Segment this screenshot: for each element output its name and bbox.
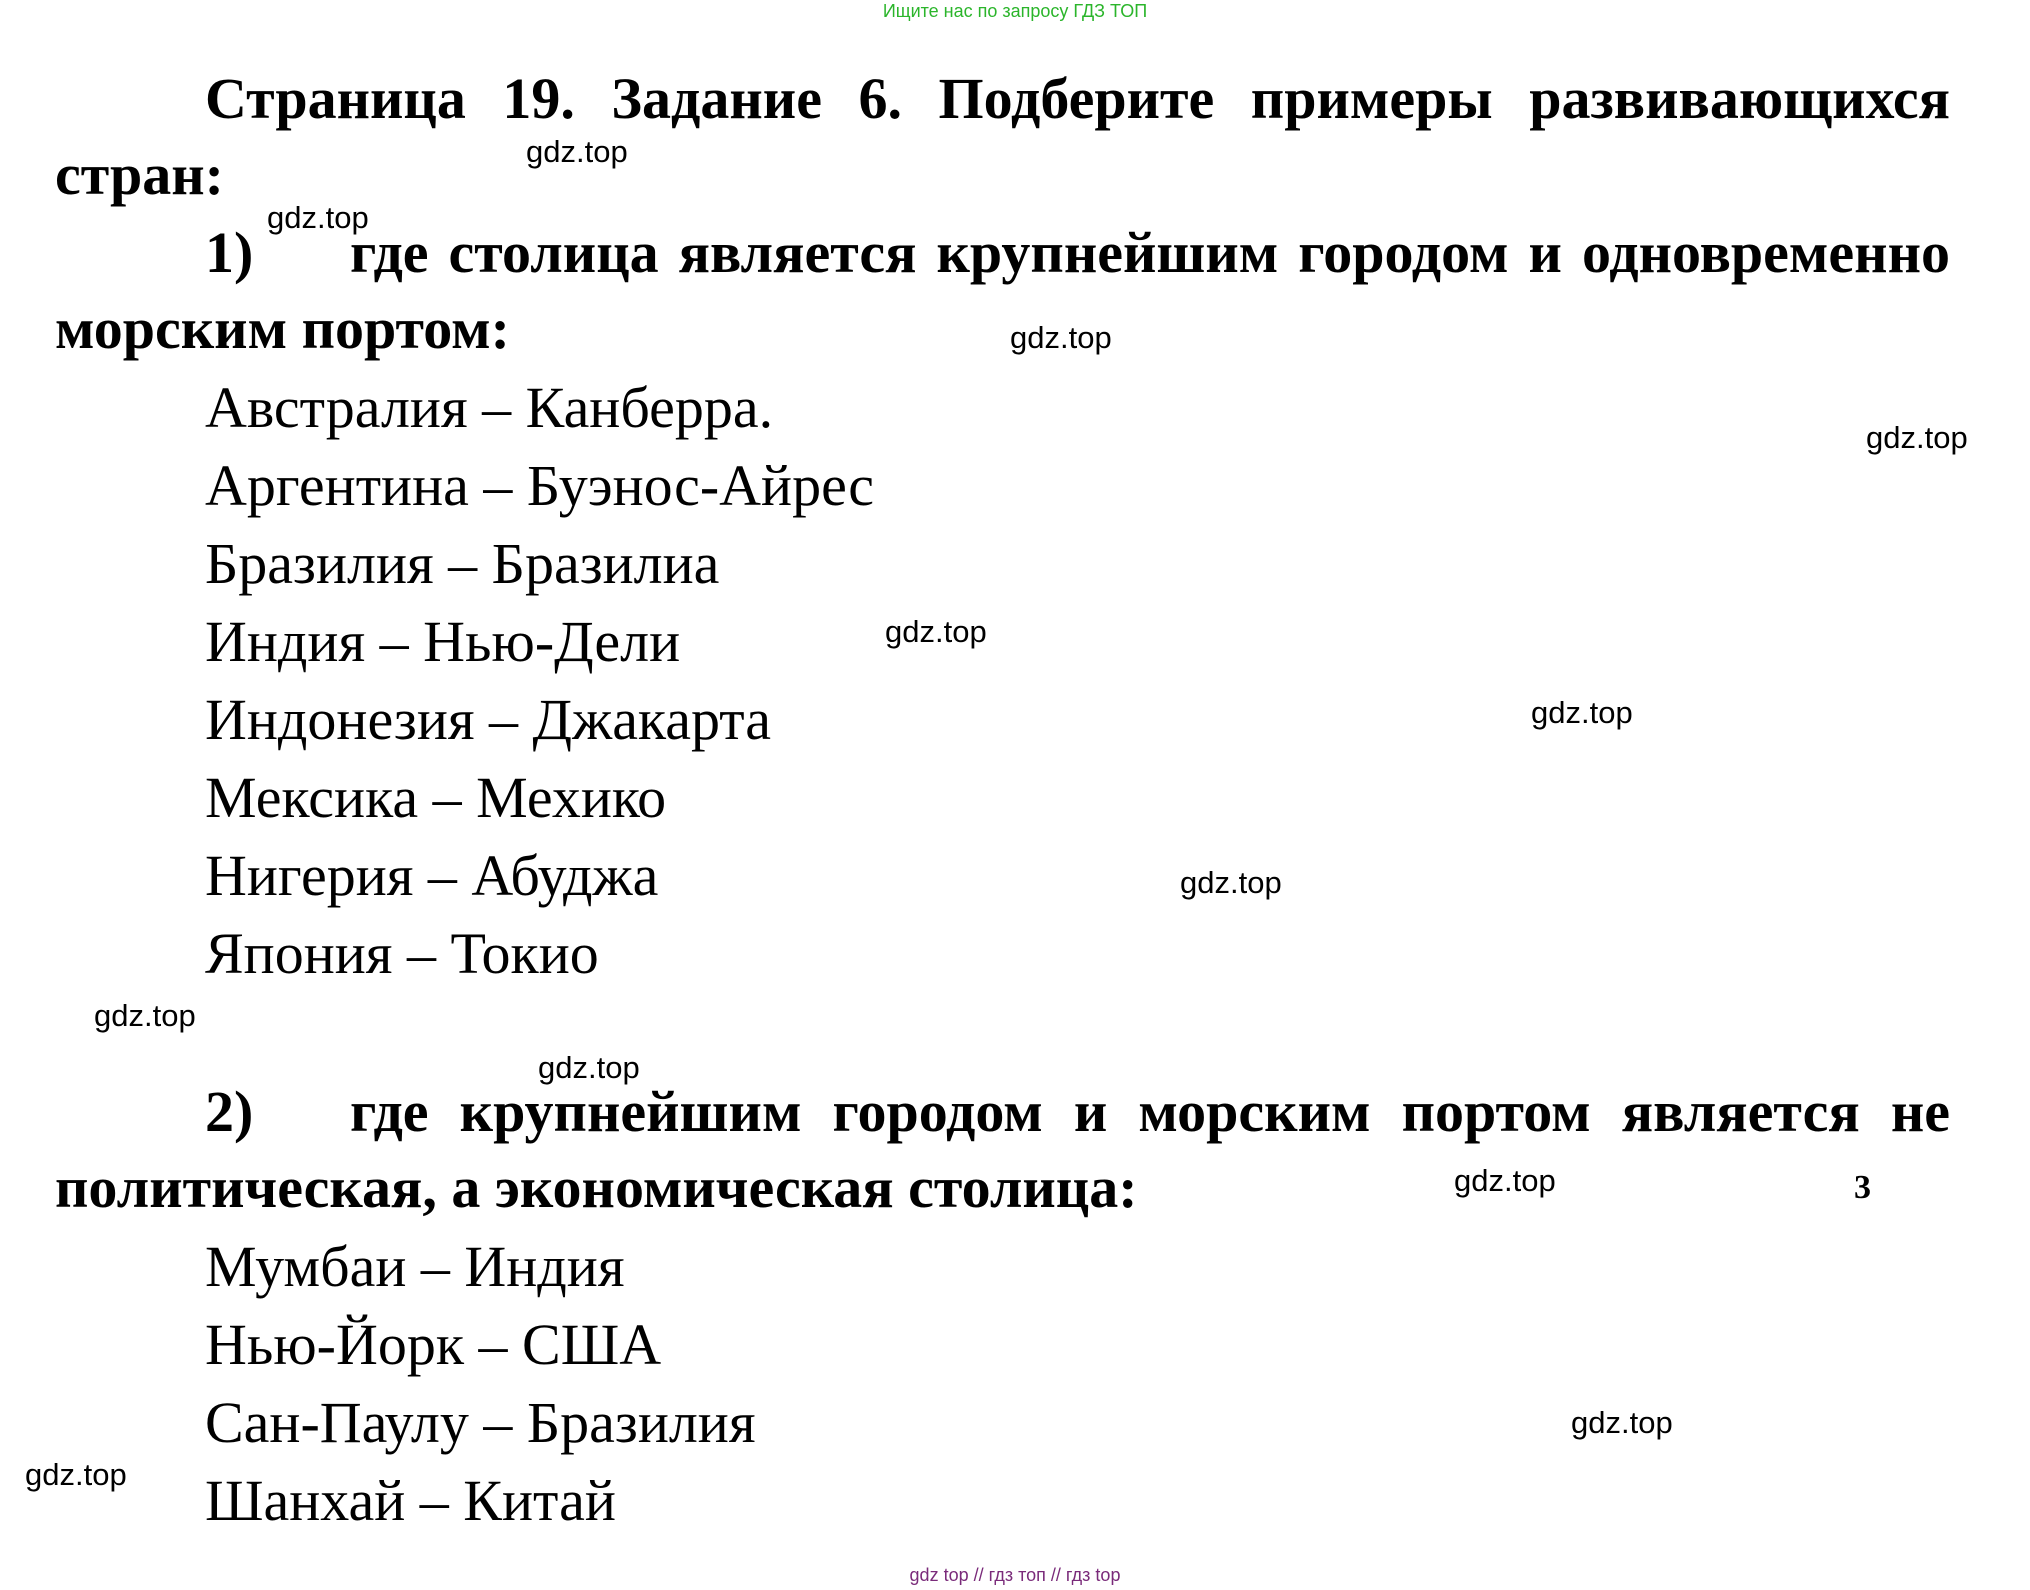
list-item: Сан-Паулу – Бразилия — [205, 1390, 756, 1455]
list-item: Нью-Йорк – США — [205, 1312, 662, 1377]
section-1-number: 1) — [205, 220, 254, 285]
list-item: Япония – Токио — [205, 921, 599, 986]
watermark: gdz.top — [538, 1050, 640, 1085]
section-1-heading-line-2: морским портом: — [55, 296, 510, 361]
page-title-line-2: стран: — [55, 142, 224, 207]
section-2-number: 2) — [205, 1079, 254, 1144]
watermark: gdz.top — [1180, 865, 1282, 900]
section-1-heading-line-1: где столица является крупнейшим городом и одновременно — [350, 220, 1950, 285]
list-item: Шанхай – Китай — [205, 1468, 616, 1533]
watermark: gdz.top — [885, 614, 987, 649]
list-item: Нигерия – Абуджа — [205, 843, 659, 908]
list-item: Австралия – Канберра. — [205, 375, 774, 440]
watermark: gdz.top — [94, 998, 196, 1033]
watermark: gdz.top — [1454, 1163, 1556, 1198]
watermark: gdz.top — [25, 1457, 127, 1492]
section-2-heading-line-1: где крупнейшим городом и морским портом является не — [350, 1079, 1950, 1144]
watermark: gdz.top — [1866, 420, 1968, 455]
footer: gdz top // гдз топ // гдз top — [909, 1565, 1121, 1585]
list-item: Мумбаи – Индия — [205, 1234, 625, 1299]
header-banner: Ищите нас по запросу ГДЗ ТОП — [882, 1, 1148, 21]
watermark: gdz.top — [526, 134, 628, 169]
list-item: Бразилия – Бразилиа — [205, 531, 720, 596]
watermark: gdz.top — [1531, 695, 1633, 730]
watermark: gdz.top — [1571, 1405, 1673, 1440]
list-item: Аргентина – Буэнос-Айрес — [205, 453, 875, 518]
list-item: Мексика – Мехико — [205, 765, 667, 830]
watermark: gdz.top — [1010, 320, 1112, 355]
page-number: 3 — [1854, 1169, 1871, 1206]
watermark: gdz.top — [267, 200, 369, 235]
section-2-heading-line-2: политическая, а экономическая столица: — [55, 1155, 1138, 1220]
page-title-line-1: Страница 19. Задание 6. Подберите примеры развивающихся — [205, 66, 1950, 131]
list-item: Индия – Нью-Дели — [205, 609, 681, 674]
list-item: Индонезия – Джакарта — [205, 687, 772, 752]
